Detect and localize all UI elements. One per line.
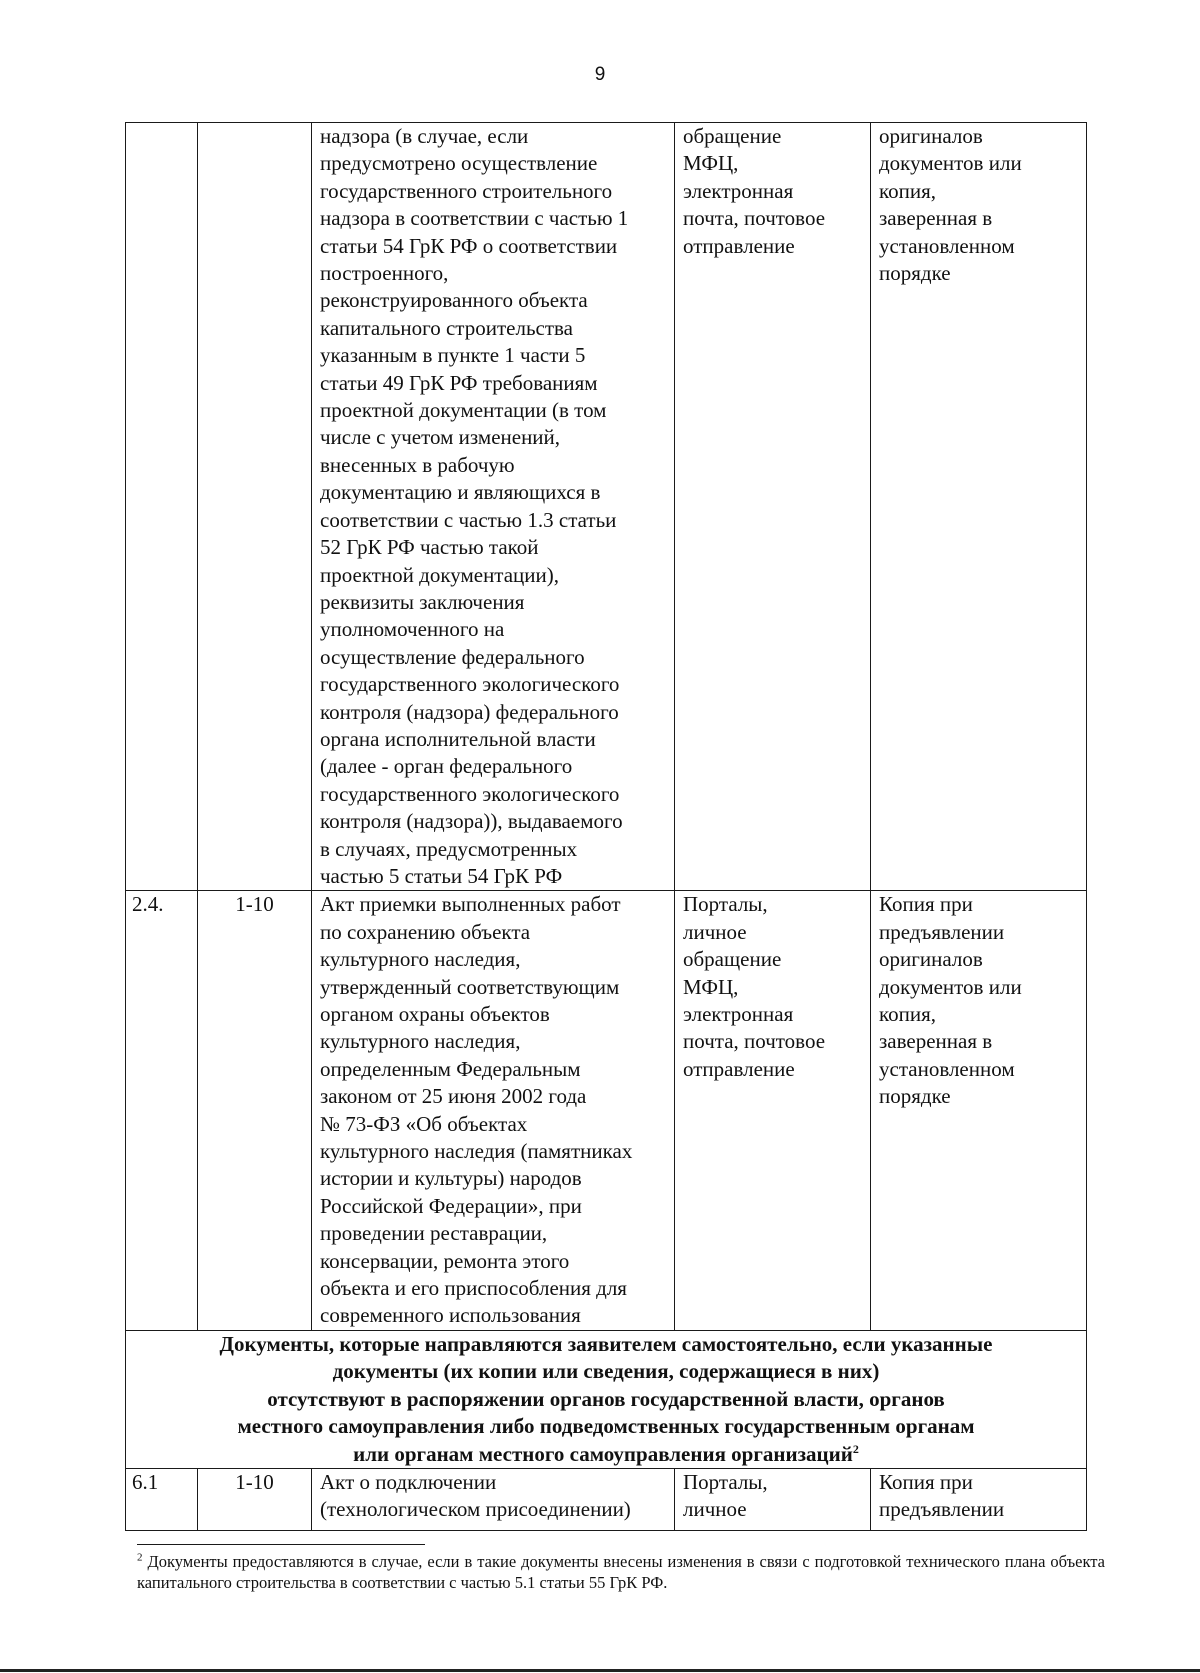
text-line: Российской Федерации», при xyxy=(320,1193,582,1218)
row-channel-cell xyxy=(675,123,871,891)
text-line: определенным Федеральным xyxy=(320,1056,581,1081)
text-line: числе с учетом изменений, xyxy=(320,425,561,450)
text-line: почта, почтовое xyxy=(683,1029,826,1054)
text-line: внесенных в рабочую xyxy=(320,452,515,477)
text-line: порядке xyxy=(879,261,951,286)
text-line: документы (их копии или сведения, содержащиеся в них) xyxy=(332,1359,880,1384)
text-line: Документы, которые направляются заявителем самостоятельно, если указанные xyxy=(219,1331,993,1356)
text-line: заверенная в xyxy=(879,206,993,231)
text-line: объекта и его приспособления для xyxy=(320,1276,627,1301)
text-line: уполномоченного на xyxy=(320,617,505,642)
text-line: осуществление федерального xyxy=(320,644,585,669)
row-range-cell xyxy=(198,123,312,891)
text-line: предусмотрено осуществление xyxy=(320,151,598,176)
section-header-row xyxy=(126,1330,1087,1468)
text-line: государственного экологического xyxy=(320,672,620,697)
text-line: документов или xyxy=(879,151,1022,176)
text-line: культурного наследия (памятниках xyxy=(320,1139,633,1164)
text-line: указанным в пункте 1 части 5 xyxy=(320,343,586,368)
text-line: Акт о подключении xyxy=(320,1469,497,1494)
text-line: частью 5 статьи 54 ГрК РФ xyxy=(320,863,563,888)
text-line: проектной документации (в том xyxy=(320,398,607,423)
section-header-text xyxy=(134,1331,1078,1468)
text-line: культурного наследия, xyxy=(320,947,521,972)
text-line: истории и культуры) народов xyxy=(320,1166,582,1191)
text-line: установленном xyxy=(879,1056,1015,1081)
text-line: статьи 49 ГрК РФ требованиям xyxy=(320,370,598,395)
text-line: копия, xyxy=(879,178,937,203)
text-line: Порталы, xyxy=(683,892,768,917)
text-line: по сохранению объекта xyxy=(320,919,531,944)
text-line: Акт приемки выполненных работ xyxy=(320,892,621,917)
text-line: законом от 25 июня 2002 года xyxy=(320,1084,587,1109)
text-line: капитального строительства xyxy=(320,315,573,340)
footnote xyxy=(137,1551,1105,1593)
row-description-cell xyxy=(312,123,675,891)
text-line: соответствии с частью 1.3 статьи xyxy=(320,507,617,532)
row-channel-cell xyxy=(675,891,871,1331)
row-number-cell: 6.1 xyxy=(126,1468,198,1530)
text-line: предъявлении xyxy=(879,919,1005,944)
footnote-divider xyxy=(137,1544,425,1545)
text-line: личное xyxy=(683,919,747,944)
text-line: органом охраны объектов xyxy=(320,1002,550,1026)
documents-table xyxy=(125,122,1087,1531)
text-line: надзора в соответствии с частью 1 xyxy=(320,206,629,231)
text-line: утвержденный соответствующим xyxy=(320,974,620,999)
footnote-reference: 2 xyxy=(852,1441,859,1456)
row-form-cell xyxy=(871,891,1087,1331)
text-line: органа исполнительной власти xyxy=(320,726,596,751)
text-line: контроля (надзора) федерального xyxy=(320,699,619,724)
row-channel-cell xyxy=(675,1468,871,1530)
text-line: электронная xyxy=(683,178,794,203)
text-line: в случаях, предусмотренных xyxy=(320,836,578,861)
text-line: государственного экологического xyxy=(320,781,620,806)
footnote-marker: 2 xyxy=(137,1551,143,1564)
text-line: построенного, xyxy=(320,261,449,286)
text-line: МФЦ, xyxy=(683,974,739,999)
page-number: 9 xyxy=(594,64,606,85)
scan-bottom-edge xyxy=(0,1669,1200,1672)
row-description-cell xyxy=(312,1468,675,1530)
text-line: 52 ГрК РФ частью такой xyxy=(320,535,539,560)
text-line: отсутствуют в распоряжении органов государственной власти, органов xyxy=(267,1386,945,1411)
text-line: реконструированного объекта xyxy=(320,288,588,313)
text-line: проведении реставрации, xyxy=(320,1221,548,1246)
text-line: документацию и являющихся в xyxy=(320,480,601,505)
text-line: установленном xyxy=(879,233,1015,258)
text-line: личное xyxy=(683,1497,747,1522)
row-range-cell: 1-10 xyxy=(198,891,312,1331)
text-line: МФЦ, xyxy=(683,151,739,176)
text-line: обращение xyxy=(683,124,782,148)
text-line: копия, xyxy=(879,1002,937,1026)
row-description-cell xyxy=(312,891,675,1331)
text-line: оригиналов xyxy=(879,947,983,972)
text-line: современного использования xyxy=(320,1303,581,1328)
text-line: электронная xyxy=(683,1002,794,1026)
text-line: предъявлении xyxy=(879,1497,1005,1522)
text-line: культурного наследия, xyxy=(320,1029,521,1054)
text-line: оригиналов xyxy=(879,124,983,148)
text-line: консервации, ремонта этого xyxy=(320,1248,570,1273)
text-line: статьи 54 ГрК РФ о соответствии xyxy=(320,233,618,258)
section-header xyxy=(126,1330,1087,1468)
footnote-text: Документы предоставляются в случае, если в такие документы внесены изменения в связи с подготовкой технического плана объекта капитального строительства в соответствии с частью 5.1 статьи 55 ГрК РФ. xyxy=(137,1552,1106,1592)
text-line: государственного строительного xyxy=(320,178,613,203)
text-line: отправление xyxy=(683,1056,795,1081)
text-line: заверенная в xyxy=(879,1029,993,1054)
text-line: обращение xyxy=(683,947,782,972)
text-line: надзора (в случае, если xyxy=(320,124,529,148)
text-line: Порталы, xyxy=(683,1469,768,1494)
text-line: реквизиты заключения xyxy=(320,589,525,614)
text-line: почта, почтовое xyxy=(683,206,826,231)
text-line: документов или xyxy=(879,974,1022,999)
text-line: порядке xyxy=(879,1084,951,1109)
text-line: местного самоуправления либо подведомственных государственным органам xyxy=(237,1414,975,1439)
text-line: № 73-ФЗ «Об объектах xyxy=(320,1111,528,1136)
row-number-cell: 2.4. xyxy=(126,891,198,1331)
text-line: или органам местного самоуправления организаций$^2$ xyxy=(353,1441,859,1466)
table-row-continuation xyxy=(126,123,1087,891)
row-form-cell xyxy=(871,1468,1087,1530)
row-form-cell xyxy=(871,123,1087,891)
text-line: (далее - орган федерального xyxy=(320,754,573,779)
text-line: Копия при xyxy=(879,1469,973,1494)
table-row-6-1 xyxy=(126,1468,1087,1530)
text-line: отправление xyxy=(683,233,795,258)
text-line: контроля (надзора)), выдаваемого xyxy=(320,809,623,834)
row-number-cell xyxy=(126,123,198,891)
text-line: (технологическом присоединении) xyxy=(320,1497,631,1522)
text-line: проектной документации), xyxy=(320,562,560,587)
table-row-2-4 xyxy=(126,891,1087,1331)
row-range-cell: 1-10 xyxy=(198,1468,312,1530)
text-line: Копия при xyxy=(879,892,973,917)
